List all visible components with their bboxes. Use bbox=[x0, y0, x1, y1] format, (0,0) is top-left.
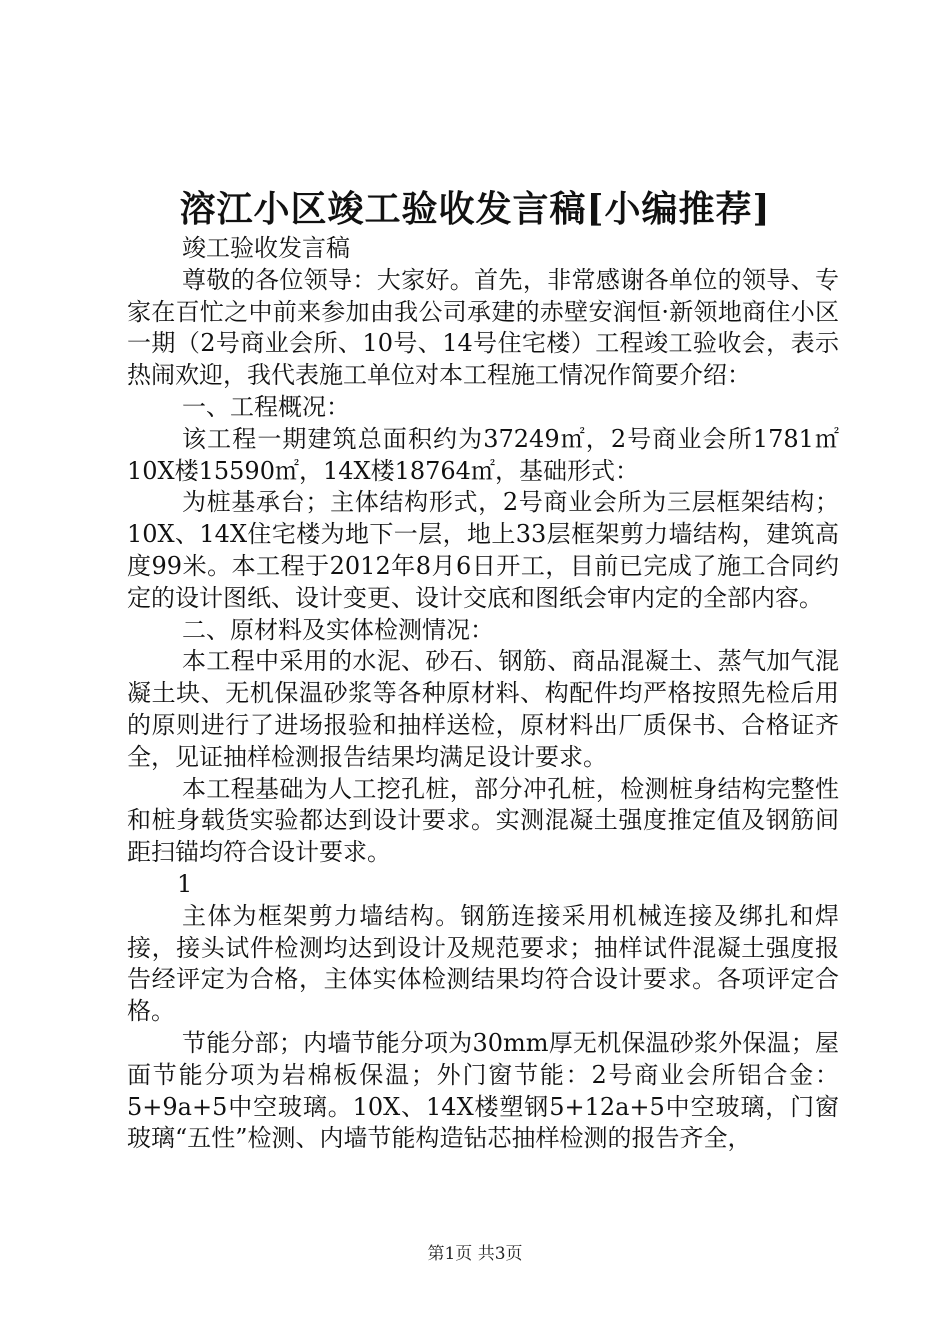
section-heading-overview: 一、工程概况： bbox=[182, 392, 350, 421]
page-title: 溶江小区竣工验收发言稿[小编推荐] bbox=[179, 188, 771, 230]
document-body bbox=[127, 233, 839, 1155]
greeting-paragraph: 尊敬的各位领导：大家好。首先，非常感谢各单位的领导、专家在百忙之中前来参加由我公司承建的赤壁安润恒·新领地商住小区一期（2号商业会所、10号、14号住宅楼）工程竣工验收会，表示热闹欢迎，我代表施工单位对本工程施工情况作简要介绍： bbox=[127, 265, 839, 390]
energy-saving-paragraph: 节能分部；内墙节能分项为30mm厚无机保温砂浆外保温；屋面节能分项为岩棉板保温；外门窗节能：2号商业会所铝合金：5+9a+5中空玻璃。10X、14X楼塑钢5+12a+5中空玻璃，门窗玻璃“五性”检测、内墙节能构造钻芯抽样检测的报告齐全， bbox=[127, 1028, 839, 1153]
materials-paragraph: 本工程中采用的水泥、砂石、钢筋、商品混凝土、蒸气加气混凝土块、无机保温砂浆等各种原材料、构配件均严格按照先检后用的原则进行了进场报验和抽样送检，原材料出厂质保书、合格证齐全，见证抽样检测报告结果均满足设计要求。 bbox=[127, 647, 839, 771]
page-number-marker: 1 bbox=[177, 869, 193, 898]
section-heading-materials: 二、原材料及实体检测情况： bbox=[182, 615, 494, 644]
page-footer: 第1页 共3页 bbox=[427, 1244, 523, 1264]
subtitle-paragraph: 竣工验收发言稿 bbox=[182, 234, 350, 262]
structure-paragraph: 为桩基承台；主体结构形式，2号商业会所为三层框架结构；10X、14X住宅楼为地下一层，地上33层框架剪力墙结构，建筑高度99米。本工程于2012年8月6日开工，目前已完成了施工合同约定的设计图纸、设计变更、设计交底和图纸会审内定的全部内容。 bbox=[127, 488, 839, 612]
overview-paragraph: 该工程一期建筑总面积约为37249㎡，2号商业会所1781㎡10X楼15590㎡，14X楼18764㎡，基础形式： bbox=[127, 424, 839, 485]
foundation-paragraph: 本工程基础为人工挖孔桩，部分冲孔桩，检测桩身结构完整性和桩身载货实验都达到设计要求。实测混凝土强度推定值及钢筋间距扫锚均符合设计要求。 bbox=[127, 774, 839, 867]
main-structure-paragraph: 主体为框架剪力墙结构。钢筋连接采用机械连接及绑扎和焊接，接头试件检测均达到设计及规范要求；抽样试件混凝土强度报告经评定为合格，主体实体检测结果均符合设计要求。各项评定合格。 bbox=[127, 901, 839, 1026]
